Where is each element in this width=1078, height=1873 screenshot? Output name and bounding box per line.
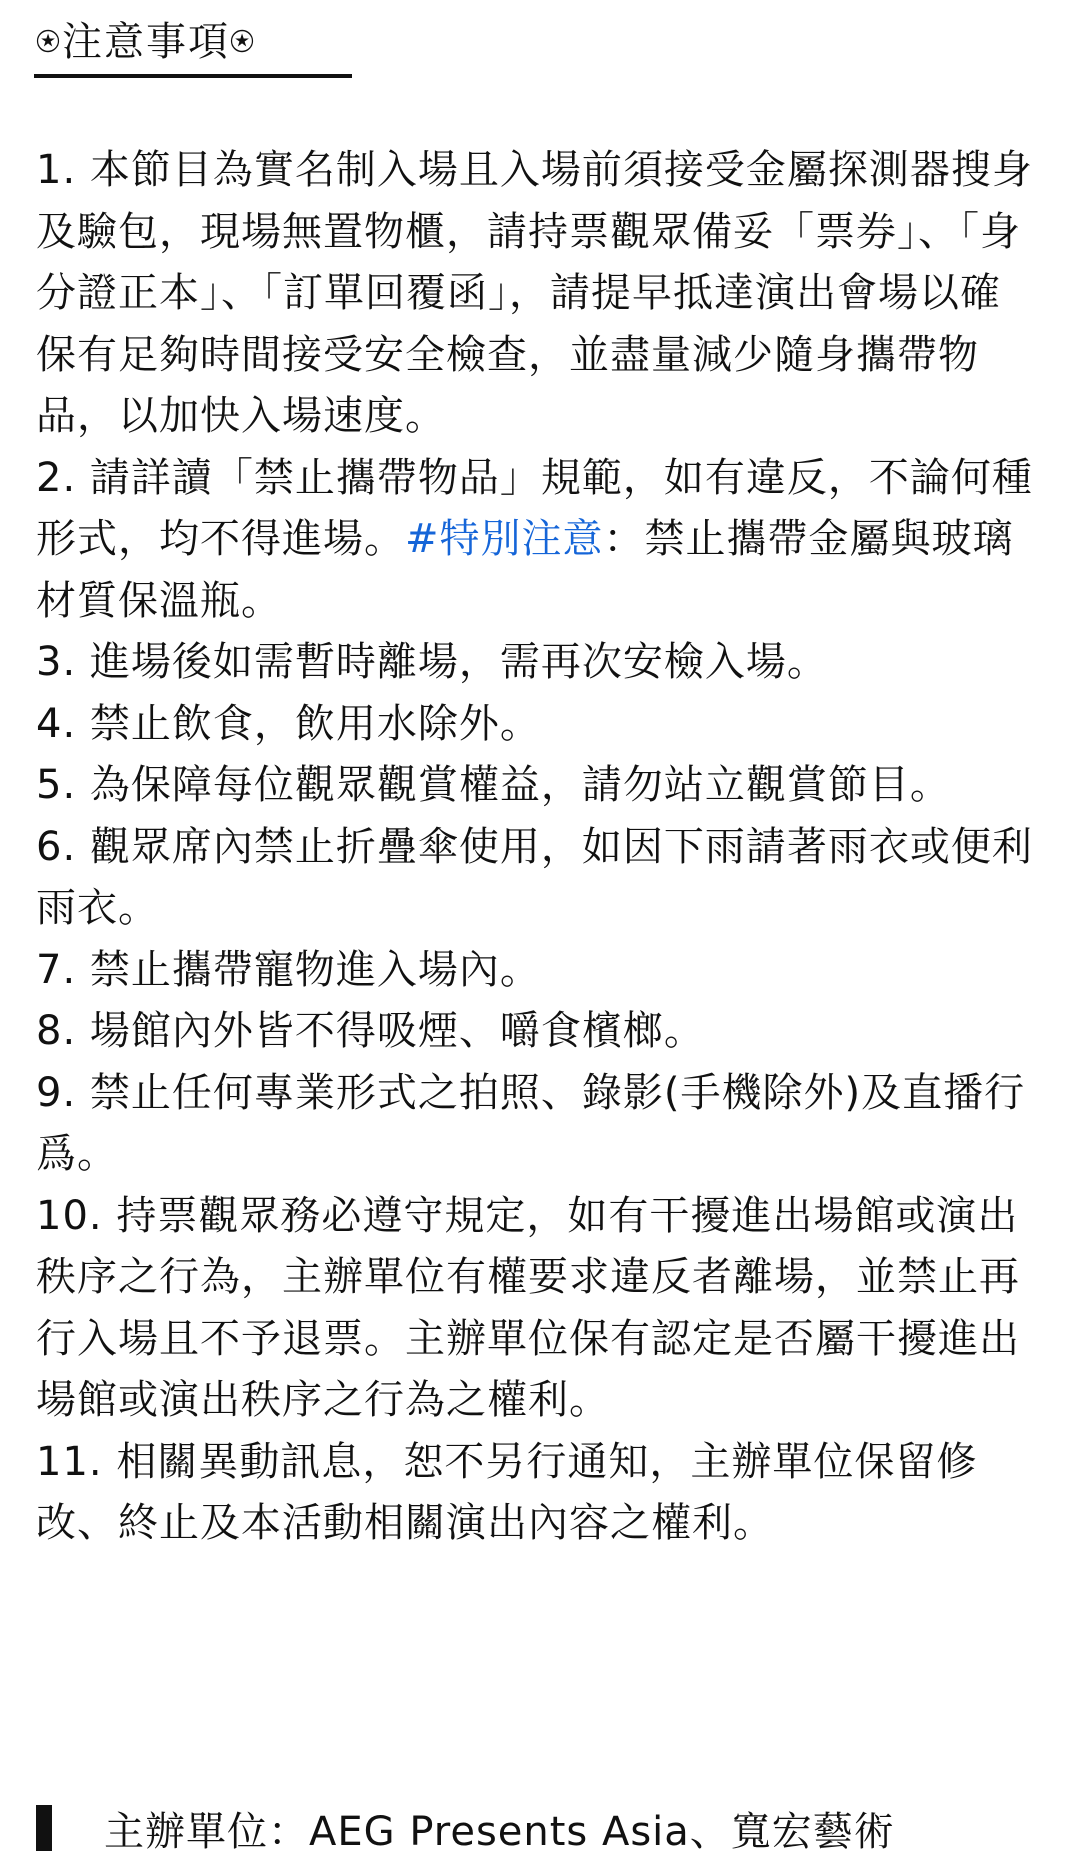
- organizer-line: [36, 1796, 895, 1860]
- organizer-label: 主辦單位：AEG Presents Asia、寬宏藝術: [104, 1808, 895, 1855]
- note-item-2-text: 2. 請詳讀「禁止攜帶物品」規範，如有違反，不論何種形式，均不得進場。: [36, 454, 1033, 562]
- note-item-8: 8. 場館內外皆不得吸煙、嚼食檳榔。: [36, 1008, 705, 1054]
- note-item-9: 9. 禁止任何專業形式之拍照、錄影(手機除外)及直播行爲。: [36, 1069, 1026, 1177]
- note-item-5: 5. 為保障每位觀眾觀賞權益，請勿站立觀賞節目。: [36, 762, 951, 808]
- title-underline: [34, 74, 352, 78]
- note-item-1: 1. 本節目為實名制入場且入場前須接受金屬探測器搜身及驗包，現場無置物櫃，請持票觀眾備妥「票券」、「身分證正本」、「訂單回覆函」，請提早抵達演出會場以確保有足夠時間接受安全檢查，並盡量減少隨身攜帶物品，以加快入場速度。: [36, 147, 1033, 439]
- note-item-7: 7. 禁止攜帶寵物進入場內。: [36, 946, 541, 993]
- note-item-2: [36, 448, 1036, 633]
- notes-list: [36, 140, 1036, 1555]
- footer-bar-marker: [36, 1805, 52, 1851]
- special-notice-hashtag: #特別注意: [405, 516, 604, 562]
- note-item-6: 6. 觀眾席內禁止折疊傘使用，如因下雨請著雨衣或便利雨衣。: [36, 823, 1033, 931]
- note-item-3: 3. 進場後如需暫時離場，需再次安檢入場。: [36, 639, 828, 685]
- note-item-10: 10. 持票觀眾務必遵守規定，如有干擾進出場館或演出秩序之行為，主辦單位有權要求違反者離場，並禁止再行入場且不予退票。主辦單位保有認定是否屬干擾進出場館或演出秩序之行為之權利。: [36, 1192, 1020, 1423]
- note-item-11: 11. 相關異動訊息，恕不另行通知，主辦單位保留修改、終止及本活動相關演出內容之權利。: [36, 1438, 978, 1546]
- note-item-2-text-after: ：禁止攜帶金屬與玻璃材質保溫瓶。: [36, 516, 1014, 624]
- page-title: ⍟注意事項⍟: [36, 19, 256, 65]
- note-item-4: 4. 禁止飲食，飲用水除外。: [36, 700, 541, 747]
